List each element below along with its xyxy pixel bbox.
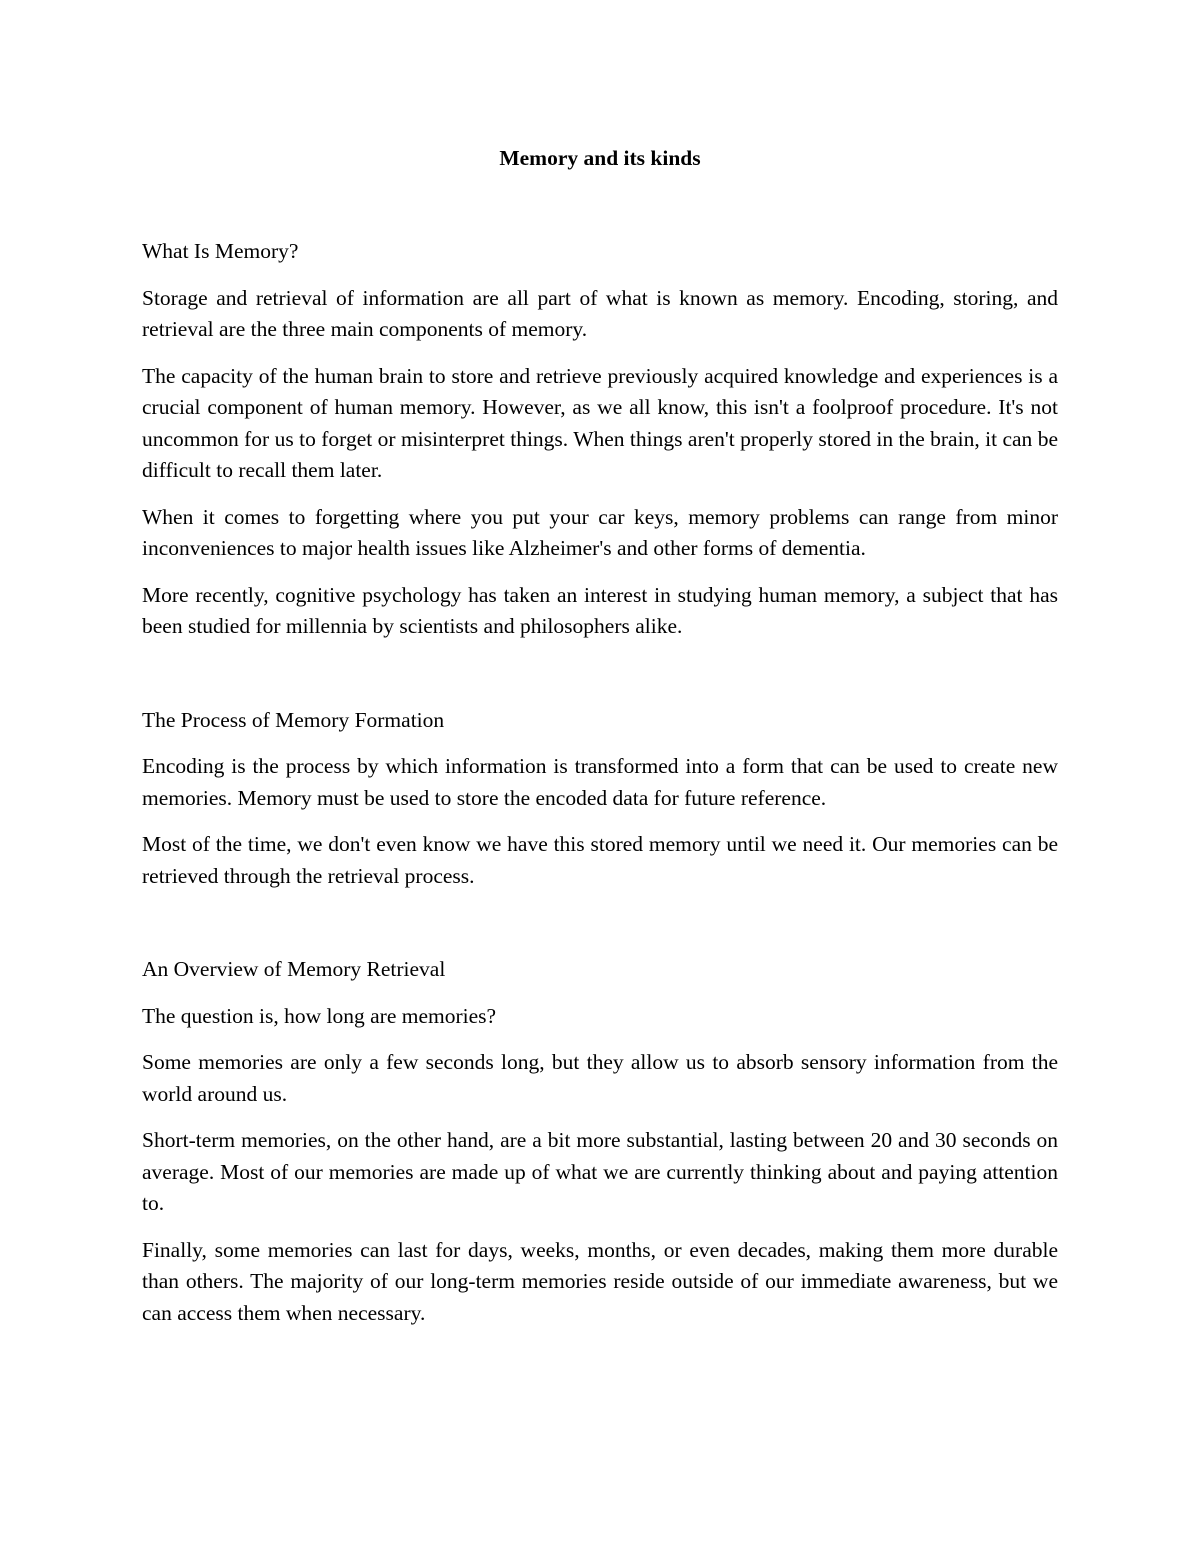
document-title: Memory and its kinds xyxy=(499,146,701,170)
paragraph: Finally, some memories can last for days, weeks, months, or even decades, making them more durable than others. The majority of our long-term memories reside outside of our immediate awareness, but we can access them when necessary. xyxy=(142,1237,1058,1325)
paragraph: The capacity of the human brain to store and retrieve previously acquired knowledge and experiences is a crucial component of human memory. However, as we all know, this isn't a foolproof procedure. It's not uncommon for us to forget or misinterpret things. When things aren't properly stored in the brain, it can be difficult to recall them later. xyxy=(142,363,1058,482)
paragraph: Short-term memories, on the other hand, are a bit more substantial, lasting between 20 and 30 seconds on average. Most of our memories are made up of what we are currently thinking about and paying attention to. xyxy=(142,1128,1058,1215)
paragraph: The question is, how long are memories? xyxy=(142,1003,497,1028)
section-heading-memory-retrieval: An Overview of Memory Retrieval xyxy=(142,957,446,981)
paragraph: Encoding is the process by which information is transformed into a form that can be used to create new memories. Memory must be used to store the encoded data for future reference. xyxy=(142,754,1058,810)
spacer xyxy=(142,175,1058,236)
paragraph: Some memories are only a few seconds long, but they allow us to absorb sensory information from the world around us. xyxy=(142,1050,1058,1106)
section-heading-what-is-memory: What Is Memory? xyxy=(142,239,299,263)
paragraph: When it comes to forgetting where you put your car keys, memory problems can range from minor inconveniences to major health issues like Alzheimer's and other forms of dementia. xyxy=(142,504,1058,560)
section-heading-memory-formation: The Process of Memory Formation xyxy=(142,707,445,732)
paragraph: More recently, cognitive psychology has taken an interest in studying human memory, a subject that has been studied for millennia by scientists and philosophers alike. xyxy=(142,582,1058,638)
paragraph: Storage and retrieval of information are all part of what is known as memory. Encoding, storing, and retrieval are the three main components of memory. xyxy=(142,285,1058,341)
document-body xyxy=(142,141,1058,1329)
paragraph: Most of the time, we don't even know we have this stored memory until we need it. Our memories can be retrieved through the retrieval process. xyxy=(142,832,1058,888)
